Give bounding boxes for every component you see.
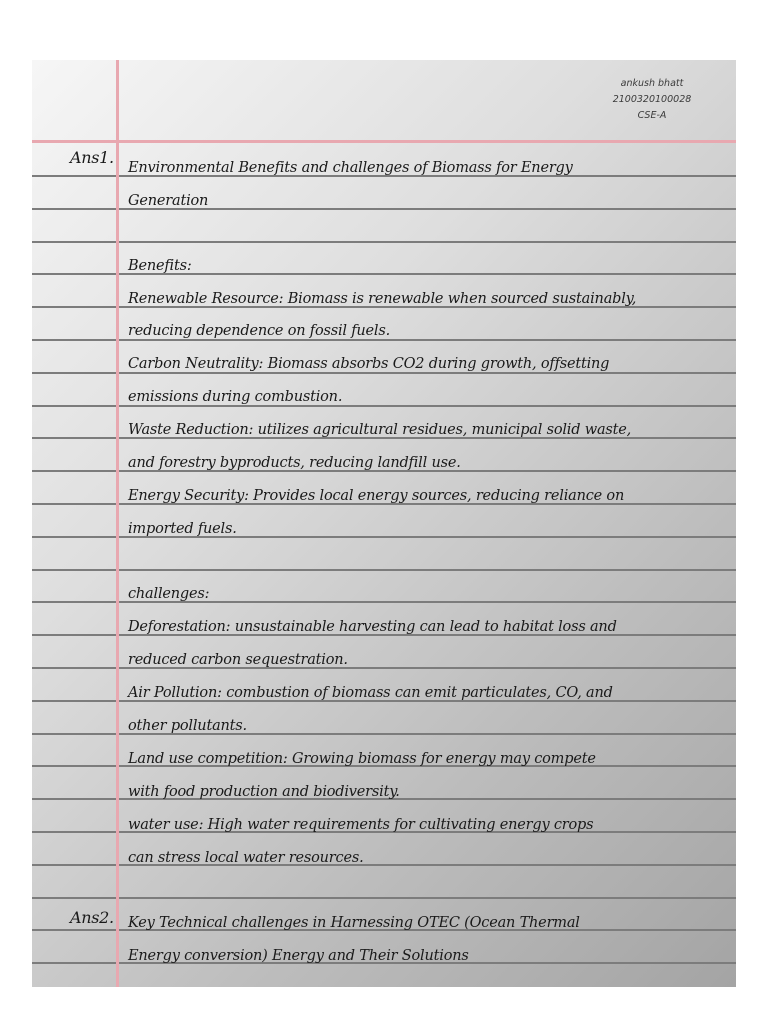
benefits-line-4: emissions during combustion. xyxy=(128,389,343,405)
challenges-line-2: reduced carbon sequestration. xyxy=(128,652,348,668)
benefits-heading: Benefits: xyxy=(128,258,192,274)
challenges-line-7: water use: High water requirements for cultivating energy crops xyxy=(128,817,594,833)
answer-2-title-line-1: Key Technical challenges in Harnessing OTEC (Ocean Thermal xyxy=(128,915,580,931)
challenges-line-8: can stress local water resources. xyxy=(128,850,364,866)
challenges-line-6: with food production and biodiversity. xyxy=(128,784,400,800)
answer-1-title-line-2: Generation xyxy=(128,193,209,209)
ruled-line xyxy=(32,339,736,341)
answer-2-label: Ans2. xyxy=(70,908,114,927)
answer-1-label: Ans1. xyxy=(70,148,114,167)
header-rule xyxy=(32,140,736,143)
challenges-line-1: Deforestation: unsustainable harvesting can lead to habitat loss and xyxy=(128,619,617,635)
answer-1-title-line-1: Environmental Benefits and challenges of Biomass for Energy xyxy=(128,160,573,176)
student-section: CSE-A xyxy=(637,110,667,121)
student-name: ankush bhatt xyxy=(620,78,684,89)
ruled-line xyxy=(32,405,736,407)
benefits-line-6: and forestry byproducts, reducing landfill use. xyxy=(128,455,461,471)
answer-2-title-line-2: Energy conversion) Energy and Their Solutions xyxy=(128,948,469,964)
benefits-line-5: Waste Reduction: utilizes agricultural residues, municipal solid waste, xyxy=(128,422,632,438)
ruled-line xyxy=(32,372,736,374)
ruled-line xyxy=(32,569,736,571)
benefits-line-8: imported fuels. xyxy=(128,521,237,537)
benefits-line-7: Energy Security: Provides local energy sources, reducing reliance on xyxy=(128,488,625,504)
challenges-line-5: Land use competition: Growing biomass for energy may compete xyxy=(128,751,596,767)
benefits-line-3: Carbon Neutrality: Biomass absorbs CO2 during growth, offsetting xyxy=(128,356,610,372)
ruled-line xyxy=(32,897,736,899)
challenges-heading: challenges: xyxy=(128,586,210,602)
benefits-line-2: reducing dependence on fossil fuels. xyxy=(128,323,391,339)
margin-line xyxy=(116,60,119,987)
challenges-line-3: Air Pollution: combustion of biomass can emit particulates, CO, and xyxy=(128,685,613,701)
challenges-line-4: other pollutants. xyxy=(128,718,247,734)
student-id: 2100320100028 xyxy=(612,94,692,105)
ruled-line xyxy=(32,241,736,243)
student-info xyxy=(602,76,702,124)
benefits-line-1: Renewable Resource: Biomass is renewable when sourced sustainably, xyxy=(128,291,637,307)
notebook-page xyxy=(32,60,736,987)
